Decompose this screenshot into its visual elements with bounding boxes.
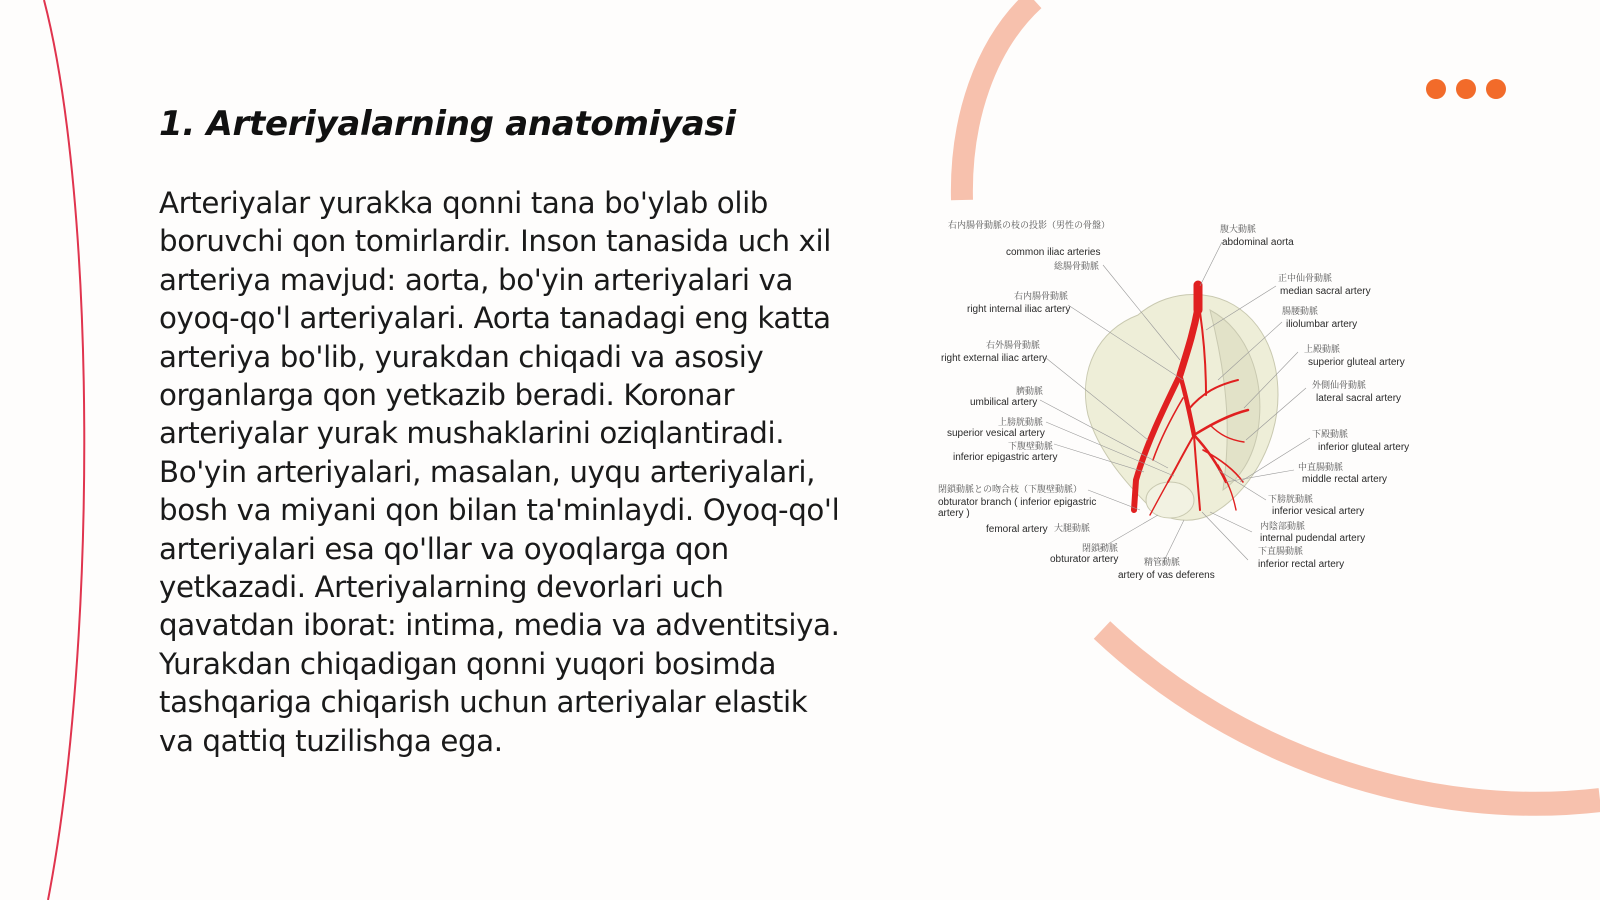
label-inferior-epigastric-jp: 下腹壁動脈 xyxy=(1008,441,1054,451)
label-common-iliac-jp: 総腸骨動脈 xyxy=(1054,261,1100,271)
label-obturator: obturator artery xyxy=(1050,554,1119,565)
label-median-sacral: median sacral artery xyxy=(1280,286,1371,297)
label-inferior-epigastric: inferior epigastric artery xyxy=(953,452,1058,463)
label-abdominal-aorta-jp: 腹大動脈 xyxy=(1220,224,1257,234)
figure-title: 右内腸骨動脈の枝の投影（男性の骨盤） xyxy=(948,220,1111,230)
label-right-internal-iliac: right internal iliac artery xyxy=(967,304,1071,315)
label-inferior-rectal: inferior rectal artery xyxy=(1258,559,1345,570)
label-inferior-vesical-jp: 下膀胱動脈 xyxy=(1268,494,1314,504)
label-femoral: femoral artery xyxy=(986,524,1048,535)
label-middle-rectal: middle rectal artery xyxy=(1302,474,1388,485)
label-superior-vesical: superior vesical artery xyxy=(947,428,1045,439)
left-curve-line xyxy=(44,0,84,900)
label-inferior-rectal-jp: 下直腸動脈 xyxy=(1258,546,1304,556)
label-median-sacral-jp: 正中仙骨動脈 xyxy=(1278,273,1333,283)
label-iliolumbar: iliolumbar artery xyxy=(1286,319,1358,330)
label-inferior-vesical: inferior vesical artery xyxy=(1272,506,1365,517)
label-vas-deferens-jp: 精管動脈 xyxy=(1144,557,1181,567)
top-arc xyxy=(962,0,1034,200)
pelvic-arteries-figure xyxy=(938,220,1438,595)
label-lateral-sacral-jp: 外側仙骨動脈 xyxy=(1312,380,1367,390)
label-superior-gluteal: superior gluteal artery xyxy=(1308,357,1405,368)
label-umbilical-jp: 臍動脈 xyxy=(1016,386,1044,396)
label-obturator-branch: obturator branch ( inferior epigastric artery ) xyxy=(938,497,1097,519)
label-right-external-iliac-jp: 右外腸骨動脈 xyxy=(986,340,1041,350)
decorative-dots xyxy=(1426,79,1506,99)
dot xyxy=(1456,79,1476,99)
label-right-external-iliac: right external iliac artery xyxy=(941,353,1048,364)
label-middle-rectal-jp: 中直腸動脈 xyxy=(1298,462,1344,472)
slide-title: 1. Arteriyalarning anatomiyasi xyxy=(159,104,736,144)
slide-body-text: Arteriyalar yurakka qonni tana bo'ylab olib boruvchi qon tomirlardir. Inson tanasida uch xil arteriya mavjud: aorta, bo'yin arteriyalari va oyoq-qo'l arteriyalari. Aorta tanadagi eng katta arteriya bo'lib, yurakdan chiqadi va asosiy organlarga qon yetkazib beradi. Koronar arteriyalar yurak mushaklarini oziqlantiradi. Bo'yin arteriyalari, masalan, uyqu arteriyalari, bosh va miyani qon bilan ta'minlaydi. Oyoq-qo'l arteriyalari esa qo'llar va oyoqlarga qon yetkazadi. Arteriyalarning devorlari uch qavatdan iborat: intima, media va adventitsiya. Yurakdan chiqadigan qonni yuqori bosimda tashqariga chiqarish uchun arteriyalar elastik va qattiq tuzilishga ega. xyxy=(159,186,840,758)
label-lateral-sacral: lateral sacral artery xyxy=(1316,393,1402,404)
label-inferior-gluteal-jp: 下殿動脈 xyxy=(1312,429,1349,439)
label-right-internal-iliac-jp: 右内腸骨動脈 xyxy=(1014,291,1069,301)
bottom-arc xyxy=(1102,630,1600,804)
label-superior-gluteal-jp: 上殿動脈 xyxy=(1304,344,1341,354)
label-vas-deferens: artery of vas deferens xyxy=(1118,570,1215,581)
label-inferior-gluteal: inferior gluteal artery xyxy=(1318,442,1410,453)
label-femoral-jp: 大腿動脈 xyxy=(1054,523,1091,533)
label-common-iliac: common iliac arteries xyxy=(1006,247,1101,258)
label-iliolumbar-jp: 腸腰動脈 xyxy=(1282,306,1319,316)
label-abdominal-aorta: abdominal aorta xyxy=(1222,237,1294,248)
label-umbilical: umbilical artery xyxy=(970,397,1038,408)
label-internal-pudendal: internal pudendal artery xyxy=(1260,533,1366,544)
dot xyxy=(1486,79,1506,99)
femoral-head xyxy=(1146,482,1194,518)
label-obturator-branch-jp: 閉鎖動脈との吻合枝（下腹壁動脈） xyxy=(938,484,1083,494)
label-superior-vesical-jp: 上膀胱動脈 xyxy=(998,417,1044,427)
label-obturator-jp: 閉鎖動脈 xyxy=(1082,543,1119,553)
dot xyxy=(1426,79,1446,99)
label-internal-pudendal-jp: 内陰部動脈 xyxy=(1260,521,1306,531)
